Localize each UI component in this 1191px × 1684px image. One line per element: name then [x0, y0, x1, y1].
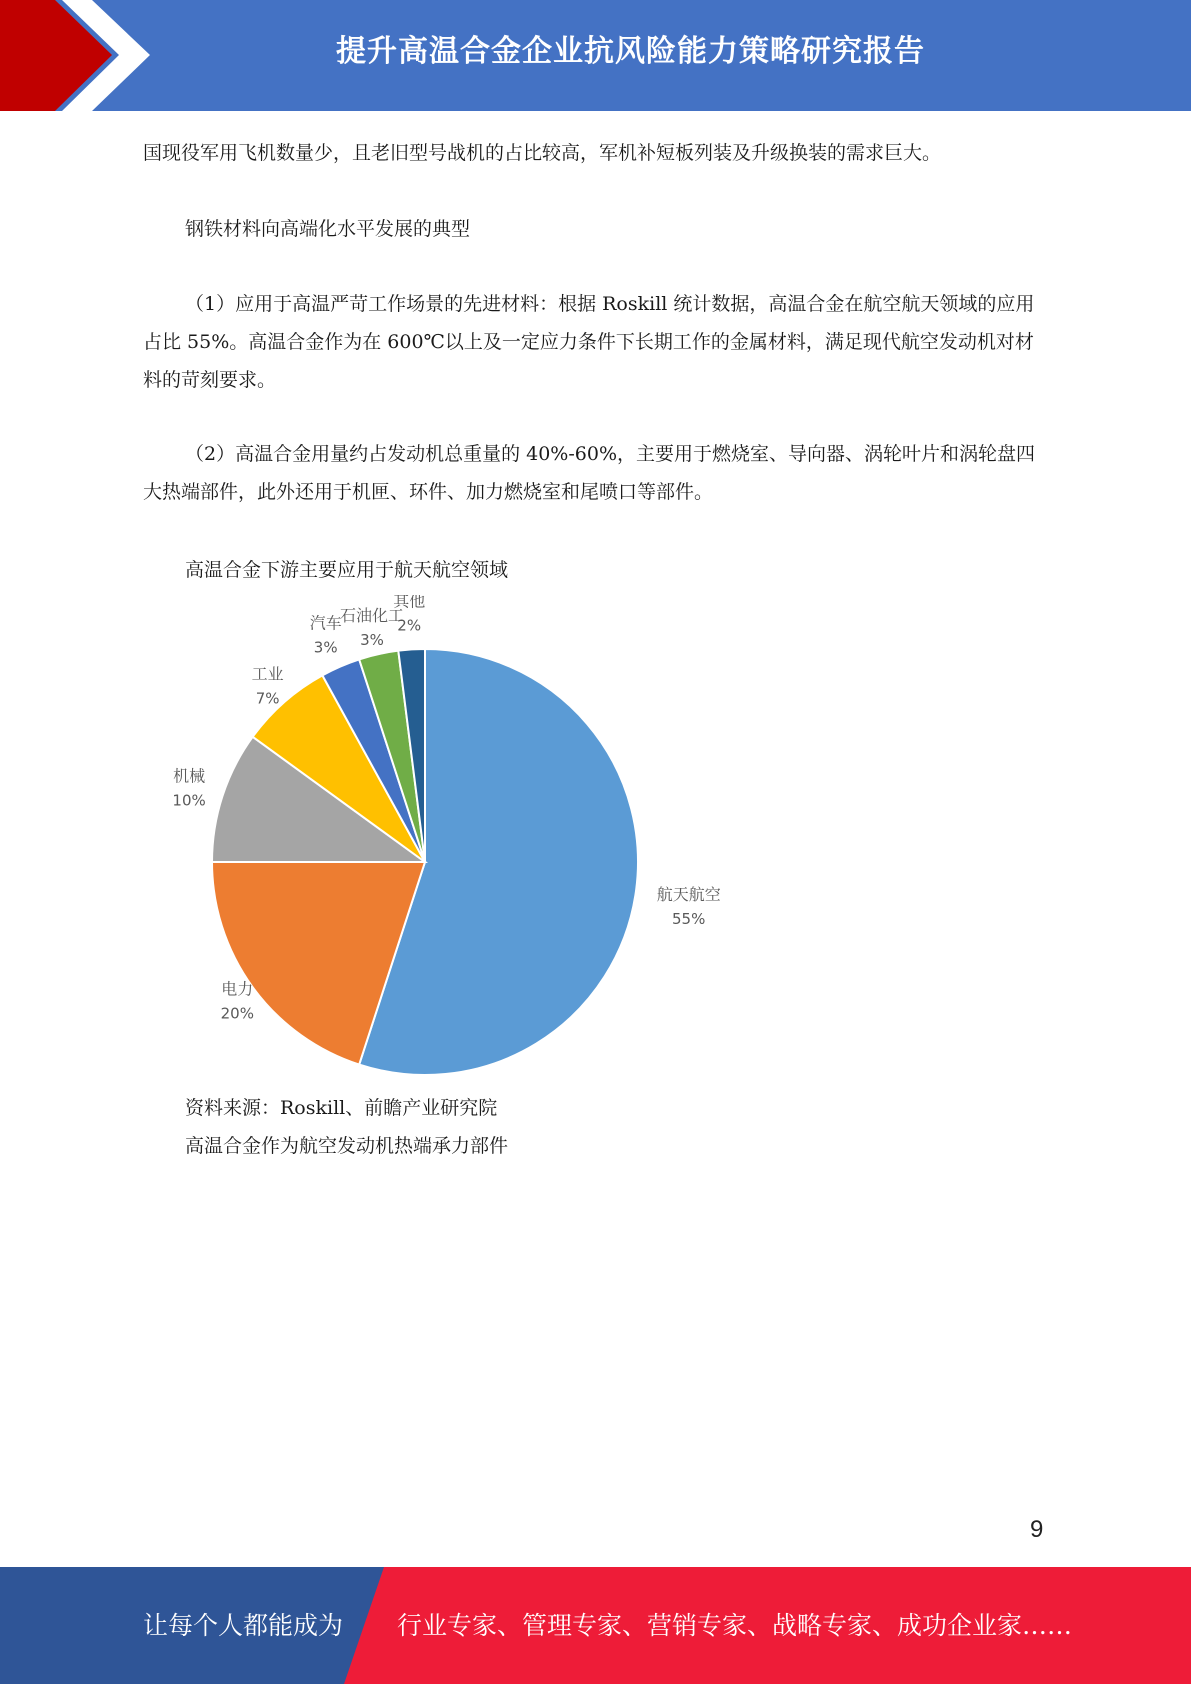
source-note: 资料来源：Roskill、前瞻产业研究院: [185, 1097, 498, 1119]
paragraph-3: （2）高温合金用量约占发动机总重量的 40%-60%，主要用于燃烧室、导向器、涡轮叶片和涡轮盘四大热端部件，此外还用于机匣、环件、加力燃烧室和尾喷口等部件。: [143, 443, 1036, 503]
pie-label-name: 航天航空: [656, 884, 721, 904]
pie-label-value: 3%: [313, 638, 338, 657]
document-title: 提升高温合金企业抗风险能力策略研究报告: [336, 34, 925, 69]
pie-chart: [150, 595, 750, 1085]
paragraph-2: （1）应用于高温严苛工作场景的先进材料：根据 Roskill 统计数据，高温合金在航空航天领域的应用占比 55%。高温合金作为在 600℃以上及一定应力条件下长期工作的金属材料，满足现代航空发动机对材料的苛刻要求。: [143, 293, 1035, 391]
footer-slogan-right: 行业专家、管理专家、营销专家、战略专家、成功企业家……: [397, 1611, 1073, 1640]
pie-label-value: 2%: [397, 616, 422, 635]
pie-label-name: 汽车: [309, 613, 342, 633]
pie-label-value: 10%: [172, 791, 206, 810]
pie-label-value: 7%: [255, 689, 280, 708]
pie-label-value: 55%: [672, 909, 706, 928]
pie-chart-svg: [150, 595, 750, 1085]
pie-label-value: 20%: [220, 1004, 254, 1023]
pie-label-name: 工业: [251, 664, 284, 684]
paragraph-1: 国现役军用飞机数量少，且老旧型号战机的占比较高，军机补短板列装及升级换装的需求巨大。: [143, 142, 942, 164]
pie-label-name: 电力: [221, 979, 254, 999]
pie-label-value: 3%: [360, 630, 384, 649]
paragraph-4: 高温合金作为航空发动机热端承力部件: [185, 1135, 509, 1157]
chart-caption: 高温合金下游主要应用于航天航空领域: [185, 559, 509, 581]
pie-label-name: 石油化工: [339, 605, 405, 625]
footer-slogan-left: 让每个人都能成为: [143, 1611, 344, 1640]
pie-label-name: 其他: [393, 595, 426, 611]
section-heading: 钢铁材料向高端化水平发展的典型: [185, 218, 471, 240]
header-banner: [0, 0, 1191, 111]
footer-banner: [0, 1567, 1191, 1684]
page-number: 9: [1030, 1516, 1044, 1543]
pie-label-name: 机械: [173, 766, 206, 786]
